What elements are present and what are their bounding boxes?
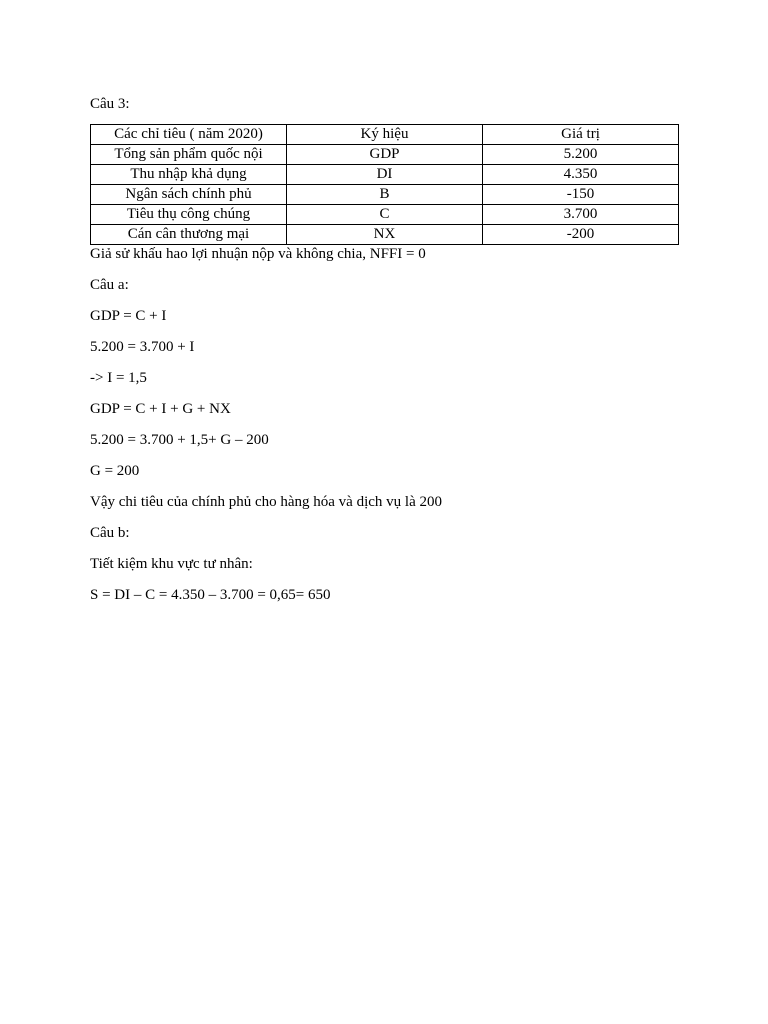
table-row xyxy=(91,205,679,225)
solution-line: Tiết kiệm khu vực tư nhân: xyxy=(90,556,253,572)
assumption-note: Giả sử khấu hao lợi nhuận nộp và không chia, NFFI = 0 xyxy=(90,246,426,262)
solution-line: GDP = C + I + G + NX xyxy=(90,401,231,417)
solution-line: GDP = C + I xyxy=(90,308,167,324)
header-symbol: Ký hiệu xyxy=(287,125,483,145)
header-value: Giá trị xyxy=(483,125,679,145)
table-row xyxy=(91,165,679,185)
cell-indicator: Tiêu thụ công chúng xyxy=(91,205,287,225)
table-row xyxy=(91,185,679,205)
cell-symbol: B xyxy=(287,185,483,205)
table-header-row xyxy=(91,125,679,145)
cell-symbol: NX xyxy=(287,225,483,245)
cell-symbol: C xyxy=(287,205,483,225)
table-row xyxy=(91,145,679,165)
cell-indicator: Cán cân thương mại xyxy=(91,225,287,245)
cell-indicator: Ngân sách chính phủ xyxy=(91,185,287,205)
cell-value: 3.700 xyxy=(483,205,679,225)
header-indicator: Các chỉ tiêu ( năm 2020) xyxy=(91,125,287,145)
cell-indicator: Thu nhập khả dụng xyxy=(91,165,287,185)
solution-line: S = DI – C = 4.350 – 3.700 = 0,65= 650 xyxy=(90,587,331,603)
cell-value: -150 xyxy=(483,185,679,205)
solution-line: G = 200 xyxy=(90,463,140,479)
solution-line: -> I = 1,5 xyxy=(90,370,147,386)
cell-value: -200 xyxy=(483,225,679,245)
cell-symbol: DI xyxy=(287,165,483,185)
solution-line: 5.200 = 3.700 + 1,5+ G – 200 xyxy=(90,432,269,448)
indicator-table xyxy=(90,124,679,245)
solution-line: Câu a: xyxy=(90,277,129,293)
solution-line: Vậy chi tiêu của chính phủ cho hàng hóa và dịch vụ là 200 xyxy=(90,494,442,510)
cell-value: 4.350 xyxy=(483,165,679,185)
cell-symbol: GDP xyxy=(287,145,483,165)
solution-line: 5.200 = 3.700 + I xyxy=(90,339,195,355)
solution-line: Câu b: xyxy=(90,525,130,541)
solution-lines xyxy=(90,276,442,617)
table-row xyxy=(91,225,679,245)
cell-value: 5.200 xyxy=(483,145,679,165)
question-heading: Câu 3: xyxy=(90,96,130,112)
cell-indicator: Tổng sản phẩm quốc nội xyxy=(91,145,287,165)
